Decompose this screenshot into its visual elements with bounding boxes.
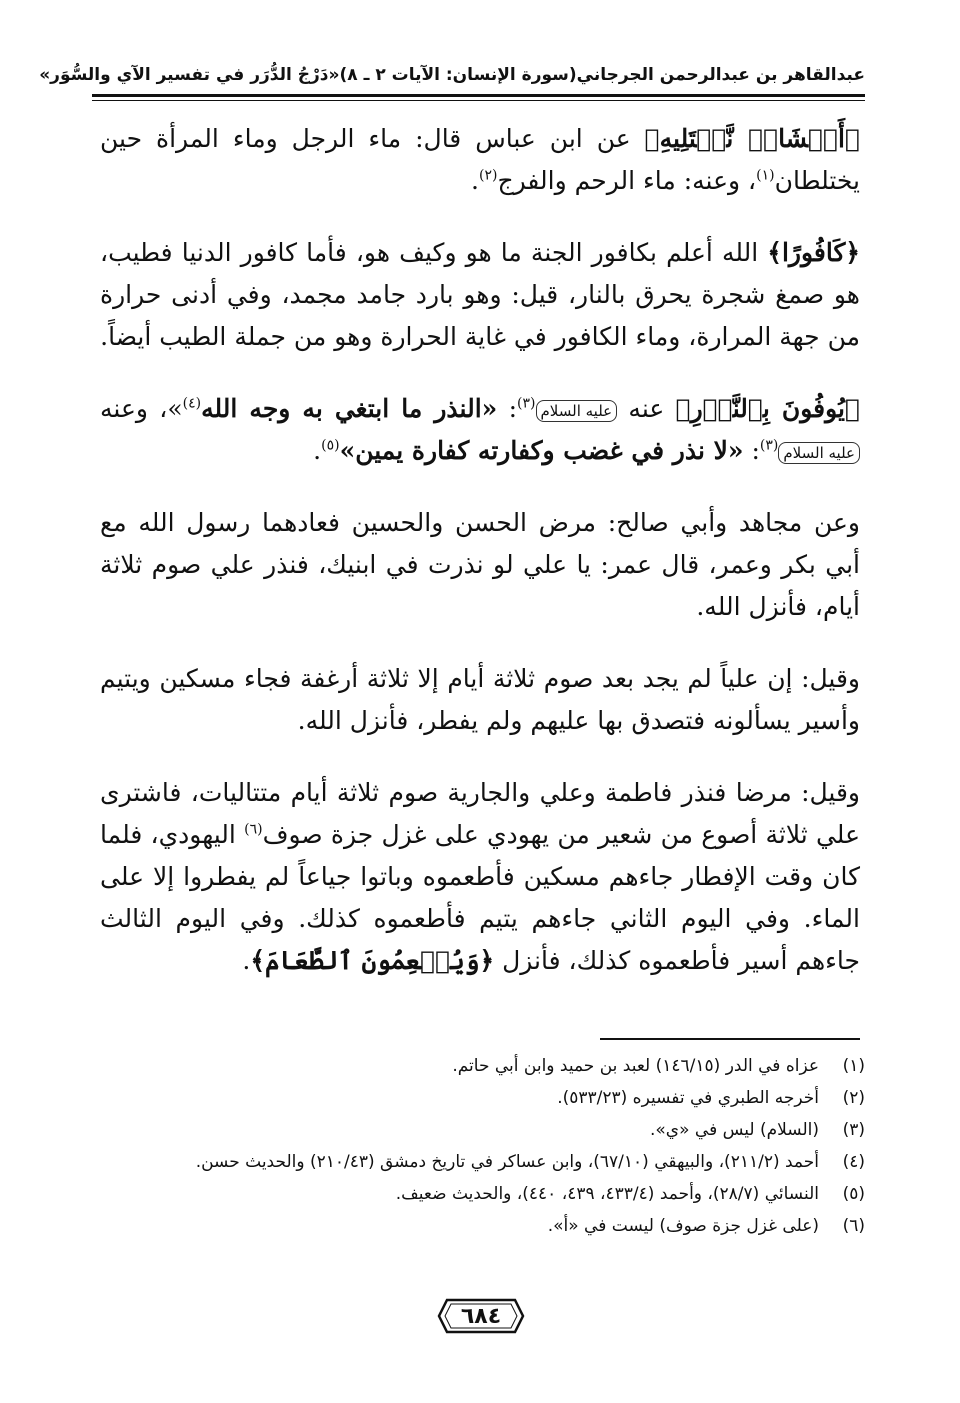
header-rule-thin [92,100,865,101]
footnote-text: أحمد (٢١١/٢)، والبيهقي (٦٧/١٠)، وابن عساكر في تاريخ دمشق (٢١٠/٤٣) والحديث حسن. [195,1152,819,1172]
running-header [39,58,865,92]
paragraph-text: »، وعنه [100,394,183,423]
footnote-number: (٤) [842,1152,865,1172]
footnote-ref: (١) [756,167,775,184]
paragraph-2 [100,232,860,358]
footnote [92,1082,865,1114]
header-section: (سورة الإنسان: الآيات ٢ ـ ٨) [339,65,577,85]
quran-quote: ﴿كَافُورًا﴾ [767,238,860,267]
footnote-ref: (٥) [321,437,340,454]
paragraph-5: وقيل: إن علياً لم يجد بعد صوم ثلاثة أيام إلا ثلاثة أرغفة فجاء مسكين ويتيم وأسير يسألونه فتصدق بها عليهم ولم يفطر، فأنزل الله. [100,664,860,735]
footnote [92,1146,865,1178]
footnote-number: (٦) [842,1216,865,1236]
footnote-number: (١) [842,1056,865,1076]
quran-quote: ﴿يُوفُونَ بِٱلنَّذۡرِ﴾ [675,394,860,423]
paragraph-6 [100,772,860,982]
footnote-text: (على غزل جزة صوف) ليست في «أ». [547,1216,819,1236]
page-number-ornament [437,1296,525,1336]
footnote-separator [600,1038,860,1040]
footnote-ref: (٣) [517,395,536,412]
footnote-ref: (٤) [182,395,202,412]
footnote-number: (٢) [842,1088,865,1108]
footnote [92,1178,865,1210]
paragraph-text: عن ابن عباس قال: ماء الرجل وماء المرأة حين يختلطان [100,124,860,195]
header-author: عبدالقاهر بن عبدالرحمن الجرجاني [576,65,865,85]
footnote-ref: (٦) [244,821,263,838]
quran-quote: ﴿أَمۡشَاجٖ نَّبۡتَلِيهِ﴾ [644,124,860,153]
footnote [92,1050,865,1082]
page-number: ٦٨٤ [460,1303,502,1329]
paragraph-text: . [313,436,322,465]
hadith-quote: «لا نذر في غضب وكفارته كفارة يمين» [339,436,744,465]
paragraph-text: وقيل: مرضا فنذر فاطمة وعلي والجارية صوم ثلاثة أيام متتاليات، فاشترى علي ثلاثة أصوع من شعير من يهودي على غزل جزة صوف [100,778,860,849]
footnote [92,1210,865,1242]
paragraph-text: : [743,436,760,465]
footnote-text: النسائي (٢٨/٧)، وأحمد (٤٣٣/٤، ٤٣٩، ٤٤٠)، والحديث ضعيف. [395,1184,819,1204]
header-rule [92,94,865,97]
footnote-ref: (٢) [479,167,498,184]
paragraph-text: عنه [617,394,676,423]
paragraph-4: وعن مجاهد وأبي صالح: مرض الحسن والحسين فعادهما رسول الله مع أبي بكر وعمر، قال عمر: يا علي لو نذرت في ابنيك، فنذر علي صوم ثلاثة أيام، فأنزل الله. [100,508,860,621]
paragraph-text: . [242,946,251,975]
hadith-quote: «النذر ما ابتغي به وجه الله [201,394,498,423]
footnote-text: أخرجه الطبري في تفسيره (٥٣٣/٢٣). [557,1088,819,1108]
paragraph-text: : [497,394,518,423]
paragraph-1 [100,118,860,202]
quran-quote: ﴿وَيُطۡعِمُونَ ٱلطَّعَامَ﴾ [250,946,495,975]
footnote-text: (السلام) ليس في «ي». [649,1120,819,1140]
footnotes [92,1050,865,1242]
paragraph-text: الله أعلم بكافور الجنة ما هو وكيف هو، فأما كافور الدنيا فطيب، هو صمغ شجرة يحرق بالنار، قيل: وهو بارد جامد مجمد، وفي أدنى حرارة من جهة المرارة، وماء الكافور في غاية الحرارة وهو من جملة الطيب أيضاً. [100,238,860,351]
footnote [92,1114,865,1146]
header-book-title: «دَرْجُ الدُّرَر في تفسير الآي والسُّوَر» [39,65,340,85]
paragraph-3 [100,388,860,472]
footnote-ref: (٣) [759,437,779,454]
paragraph-text: . [471,166,479,195]
salutation-glyph: عليه السلام [778,442,860,464]
paragraph-text: اليهودي، فلما كان وقت الإفطار جاءهم مسكين فأطعموه وباتوا جياعاً لم يفطروا إلا على الماء. وفي اليوم الثاني جاءهم يتيم فأطعموه كذلك. وفي اليوم الثالث جاءهم أسير فأطعموه كذلك، فأنزل [100,820,860,975]
main-text [100,118,860,1012]
salutation-glyph: عليه السلام [536,400,618,422]
footnote-number: (٣) [842,1120,865,1140]
paragraph-text: ، وعنه: ماء الرحم والفرج [497,166,757,195]
footnote-text: عزاه في الدر (١٤٦/١٥) لعبد بن حميد وابن أبي حاتم. [452,1056,819,1076]
footnote-number: (٥) [842,1184,865,1204]
